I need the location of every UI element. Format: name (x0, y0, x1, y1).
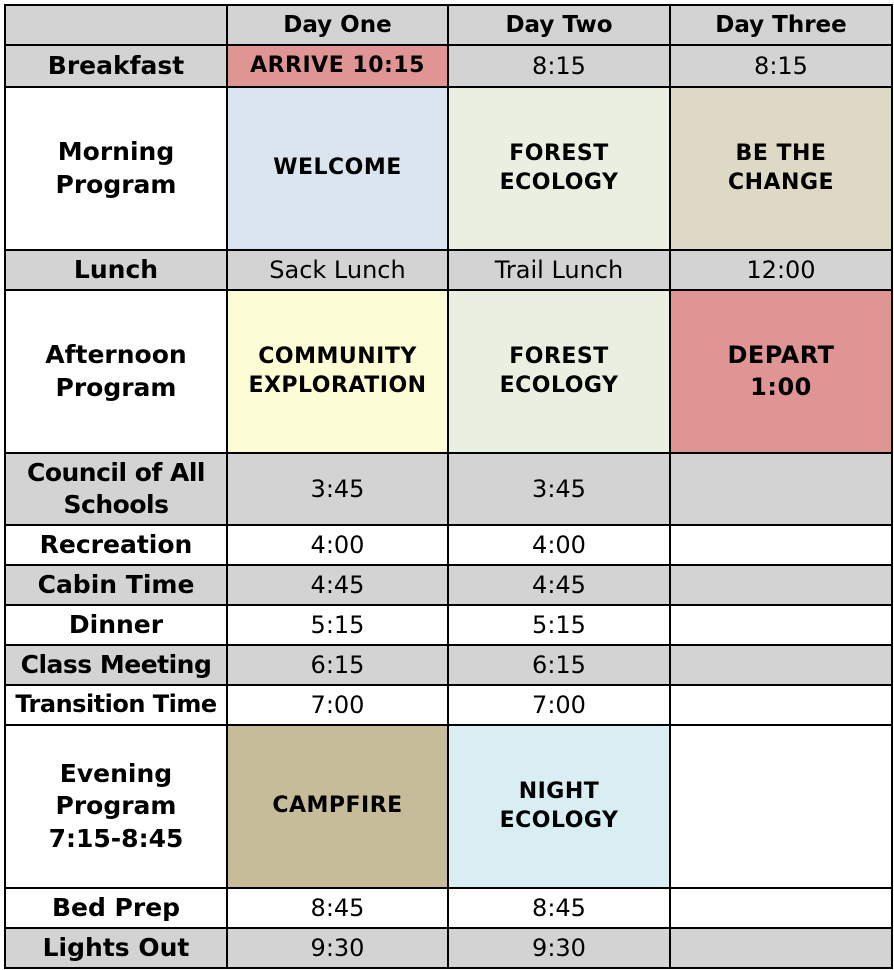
cell-transition-day2: 7:00 (448, 685, 670, 725)
program-line: BE THE (735, 140, 827, 166)
label-lights-out: Lights Out (5, 928, 227, 968)
cell-lunch-day3: 12:00 (670, 250, 892, 290)
cell-class-meeting-day3 (670, 645, 892, 685)
cell-bed-prep-day2: 8:45 (448, 888, 670, 928)
row-transition-time (5, 685, 892, 725)
row-recreation (5, 525, 892, 565)
cell-depart (670, 290, 892, 453)
label-afternoon-program (5, 290, 227, 453)
row-bed-prep (5, 888, 892, 928)
cell-lunch-day2: Trail Lunch (448, 250, 670, 290)
program-line: ECOLOGY (499, 169, 619, 195)
cell-campfire: CAMPFIRE (227, 725, 448, 888)
cell-arrive: ARRIVE 10:15 (227, 45, 448, 87)
cell-cabin-day2: 4:45 (448, 565, 670, 605)
schedule-table (4, 4, 893, 969)
header-day-two: Day Two (448, 5, 670, 45)
label-line: Council of All (26, 457, 206, 487)
cell-council-day2: 3:45 (448, 453, 670, 525)
label-transition-time: Transition Time (5, 685, 227, 725)
cell-council-day3 (670, 453, 892, 525)
row-lights-out (5, 928, 892, 968)
program-line: EXPLORATION (248, 372, 427, 398)
cell-welcome: WELCOME (227, 87, 448, 250)
cell-breakfast-day3: 8:15 (670, 45, 892, 87)
cell-cabin-day1: 4:45 (227, 565, 448, 605)
row-cabin-time (5, 565, 892, 605)
label-breakfast: Breakfast (5, 45, 227, 87)
program-line: FOREST (509, 343, 609, 369)
cell-forest-ecology-afternoon (448, 290, 670, 453)
program-line: FOREST (509, 140, 609, 166)
cell-cabin-day3 (670, 565, 892, 605)
label-morning-program (5, 87, 227, 250)
label-evening-program (5, 725, 227, 888)
cell-recreation-day3 (670, 525, 892, 565)
row-breakfast (5, 45, 892, 87)
cell-bed-prep-day1: 8:45 (227, 888, 448, 928)
header-day-one: Day One (227, 5, 448, 45)
program-line: 1:00 (750, 372, 812, 401)
cell-evening-day3 (670, 725, 892, 888)
label-council (5, 453, 227, 525)
cell-forest-ecology-morning (448, 87, 670, 250)
cell-breakfast-day2: 8:15 (448, 45, 670, 87)
label-line: Program (55, 791, 177, 821)
program-line: NIGHT (518, 778, 600, 804)
row-lunch (5, 250, 892, 290)
cell-lights-out-day1: 9:30 (227, 928, 448, 968)
cell-lights-out-day2: 9:30 (448, 928, 670, 968)
label-line: Schools (63, 490, 169, 519)
row-evening-program (5, 725, 892, 888)
label-line: Afternoon (45, 340, 187, 369)
cell-dinner-day2: 5:15 (448, 605, 670, 645)
cell-transition-day3 (670, 685, 892, 725)
label-recreation: Recreation (5, 525, 227, 565)
cell-community-exploration (227, 290, 448, 453)
cell-council-day1: 3:45 (227, 453, 448, 525)
corner-cell (5, 5, 227, 45)
cell-class-meeting-day1: 6:15 (227, 645, 448, 685)
label-cabin-time: Cabin Time (5, 565, 227, 605)
row-council (5, 453, 892, 525)
header-row (5, 5, 892, 45)
program-line: ECOLOGY (499, 807, 619, 833)
label-dinner: Dinner (5, 605, 227, 645)
program-line: DEPART (727, 341, 835, 370)
program-line: CHANGE (727, 169, 835, 195)
label-line: Program (55, 372, 177, 402)
cell-dinner-day3 (670, 605, 892, 645)
label-lunch: Lunch (5, 250, 227, 290)
cell-be-the-change (670, 87, 892, 250)
cell-recreation-day1: 4:00 (227, 525, 448, 565)
row-class-meeting (5, 645, 892, 685)
label-class-meeting: Class Meeting (5, 645, 227, 685)
label-line: Program (55, 169, 177, 199)
header-day-three: Day Three (670, 5, 892, 45)
program-line: COMMUNITY (258, 343, 417, 369)
label-line: Evening (59, 758, 173, 788)
row-dinner (5, 605, 892, 645)
cell-class-meeting-day2: 6:15 (448, 645, 670, 685)
row-afternoon-program (5, 290, 892, 453)
label-bed-prep: Bed Prep (5, 888, 227, 928)
cell-transition-day1: 7:00 (227, 685, 448, 725)
cell-lunch-day1: Sack Lunch (227, 250, 448, 290)
program-line: ECOLOGY (499, 372, 619, 398)
label-line: Morning (57, 137, 175, 166)
cell-lights-out-day3 (670, 928, 892, 968)
cell-recreation-day2: 4:00 (448, 525, 670, 565)
cell-bed-prep-day3 (670, 888, 892, 928)
row-morning-program (5, 87, 892, 250)
cell-dinner-day1: 5:15 (227, 605, 448, 645)
label-line: 7:15-8:45 (48, 823, 184, 853)
cell-night-ecology (448, 725, 670, 888)
